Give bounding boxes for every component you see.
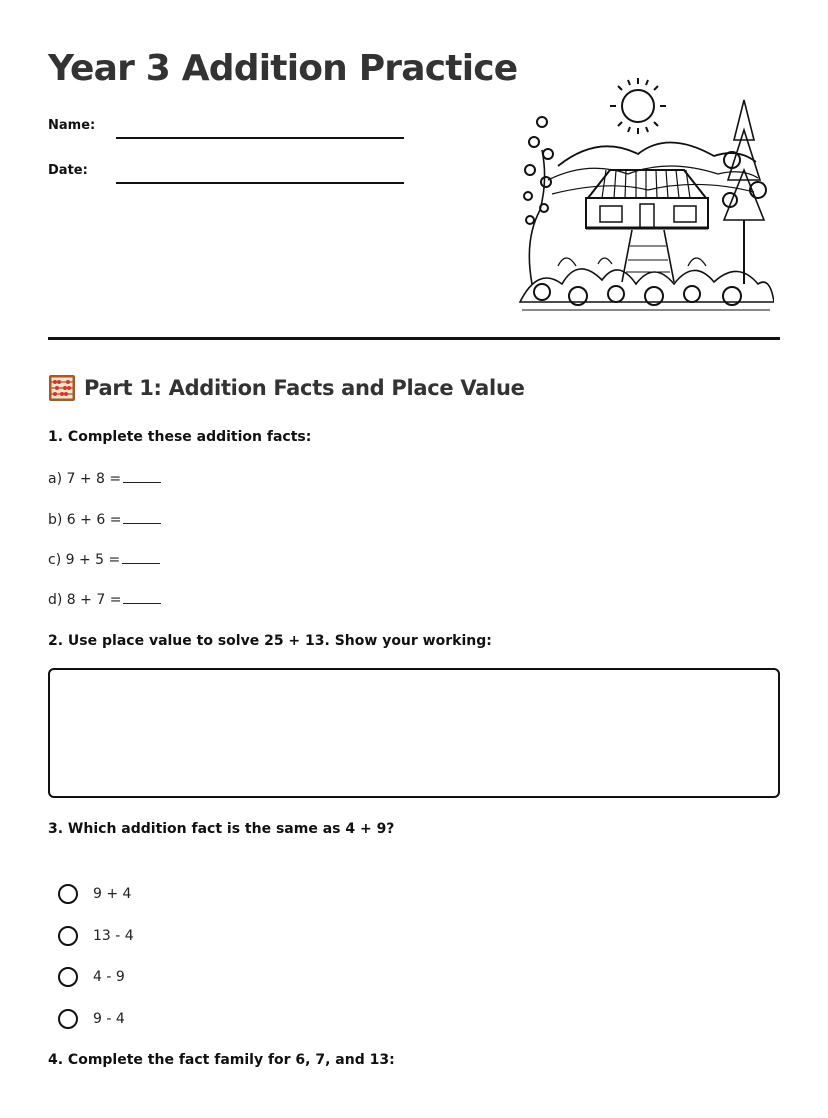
- name-field[interactable]: [116, 137, 404, 139]
- working-box[interactable]: [48, 668, 780, 798]
- abacus-icon: [48, 374, 76, 402]
- radio-button[interactable]: [58, 884, 78, 904]
- option-3[interactable]: [58, 967, 125, 987]
- date-label: Date:: [48, 163, 88, 178]
- fact-d: [48, 591, 161, 608]
- option-label: 4 - 9: [93, 969, 125, 985]
- section-divider: [48, 337, 780, 340]
- house-landscape-illustration: [518, 70, 774, 312]
- answer-blank[interactable]: [123, 591, 161, 604]
- section-header: [48, 374, 525, 402]
- question-1: 1. Complete these addition facts:: [48, 429, 312, 445]
- option-2[interactable]: [58, 926, 134, 946]
- date-field[interactable]: [116, 182, 404, 184]
- answer-blank[interactable]: [123, 511, 161, 524]
- radio-button[interactable]: [58, 1009, 78, 1029]
- option-4[interactable]: [58, 1009, 125, 1029]
- option-label: 9 - 4: [93, 1011, 125, 1027]
- fact-text: b) 6 + 6 =: [48, 512, 122, 528]
- radio-button[interactable]: [58, 967, 78, 987]
- radio-button[interactable]: [58, 926, 78, 946]
- fact-text: d) 8 + 7 =: [48, 592, 122, 608]
- name-label: Name:: [48, 118, 96, 133]
- page-title: Year 3 Addition Practice: [48, 48, 518, 89]
- fact-a: [48, 470, 161, 487]
- fact-text: c) 9 + 5 =: [48, 552, 121, 568]
- fact-text: a) 7 + 8 =: [48, 471, 122, 487]
- section-title: Part 1: Addition Facts and Place Value: [84, 376, 525, 400]
- option-1[interactable]: [58, 884, 131, 904]
- fact-b: [48, 511, 161, 528]
- question-2: 2. Use place value to solve 25 + 13. Show your working:: [48, 633, 492, 649]
- option-label: 13 - 4: [93, 928, 134, 944]
- answer-blank[interactable]: [122, 551, 160, 564]
- fact-c: [48, 551, 160, 568]
- question-4: 4. Complete the fact family for 6, 7, and 13:: [48, 1052, 395, 1068]
- question-3: 3. Which addition fact is the same as 4 + 9?: [48, 821, 395, 837]
- option-label: 9 + 4: [93, 886, 132, 902]
- answer-blank[interactable]: [123, 470, 161, 483]
